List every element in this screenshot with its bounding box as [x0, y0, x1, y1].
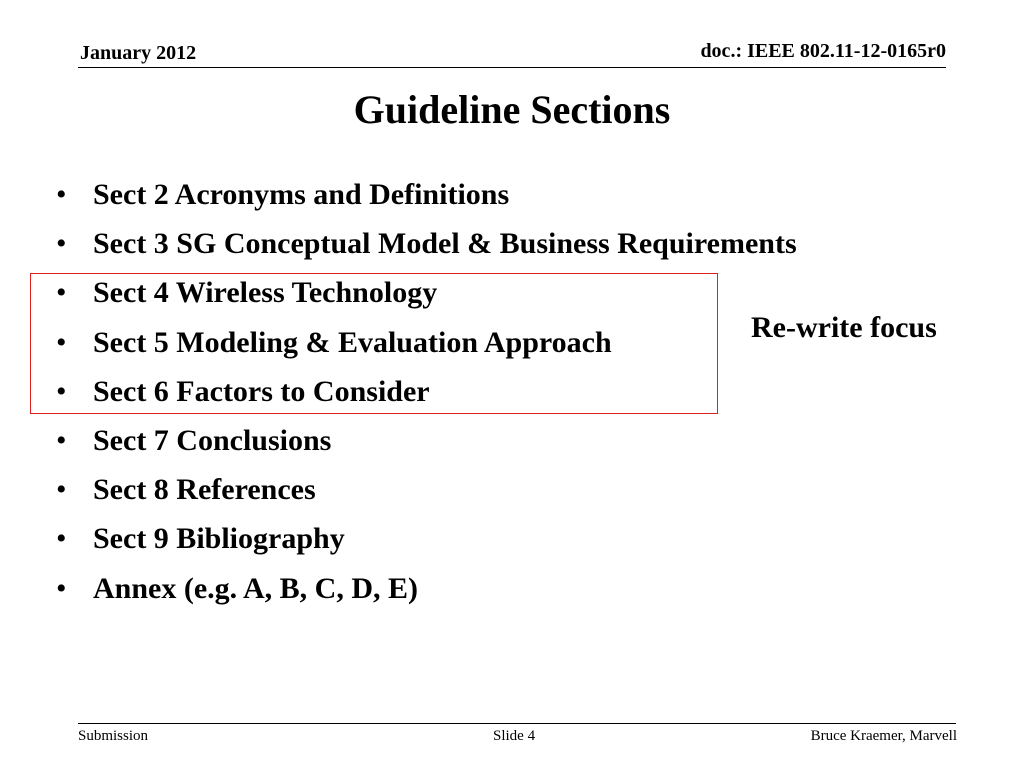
bullet-text: Sect 3 SG Conceptual Model & Business Requirements [93, 227, 797, 261]
header-doc-id: doc.: IEEE 802.11-12-0165r0 [700, 40, 946, 62]
header-date: January 2012 [80, 42, 197, 64]
footer-slide-number: Slide 4 [493, 728, 536, 744]
bullet-text: Sect 6 Factors to Consider [93, 374, 430, 408]
focus-callout-label: Re-write focus [751, 311, 937, 344]
bullet-text: Sect 2 Acronyms and Definitions [93, 178, 510, 211]
bullet-text: Sect 8 References [93, 473, 316, 507]
bullet-icon: • [56, 276, 67, 310]
bullet-text: Sect 4 Wireless Technology [93, 276, 438, 310]
bullet-icon: • [56, 178, 67, 211]
bullet-icon: • [56, 325, 67, 359]
slide-title: Guideline Sections [353, 87, 671, 132]
bullet-text: Sect 7 Conclusions [93, 423, 332, 457]
header-divider [78, 67, 946, 68]
bullet-icon: • [56, 522, 67, 556]
bullet-icon: • [56, 374, 67, 408]
focus-highlight-box [30, 273, 718, 414]
bullet-icon: • [56, 571, 67, 605]
footer-divider [78, 723, 956, 724]
footer-submission: Submission [78, 728, 149, 744]
bullet-text: Sect 5 Modeling & Evaluation Approach [93, 325, 612, 359]
footer-author: Bruce Kraemer, Marvell [810, 728, 957, 744]
bullet-icon: • [56, 473, 67, 507]
bullet-icon: • [56, 423, 67, 457]
bullet-icon: • [56, 227, 67, 261]
bullet-text: Annex (e.g. A, B, C, D, E) [93, 571, 419, 605]
bullet-text: Sect 9 Bibliography [93, 522, 345, 556]
